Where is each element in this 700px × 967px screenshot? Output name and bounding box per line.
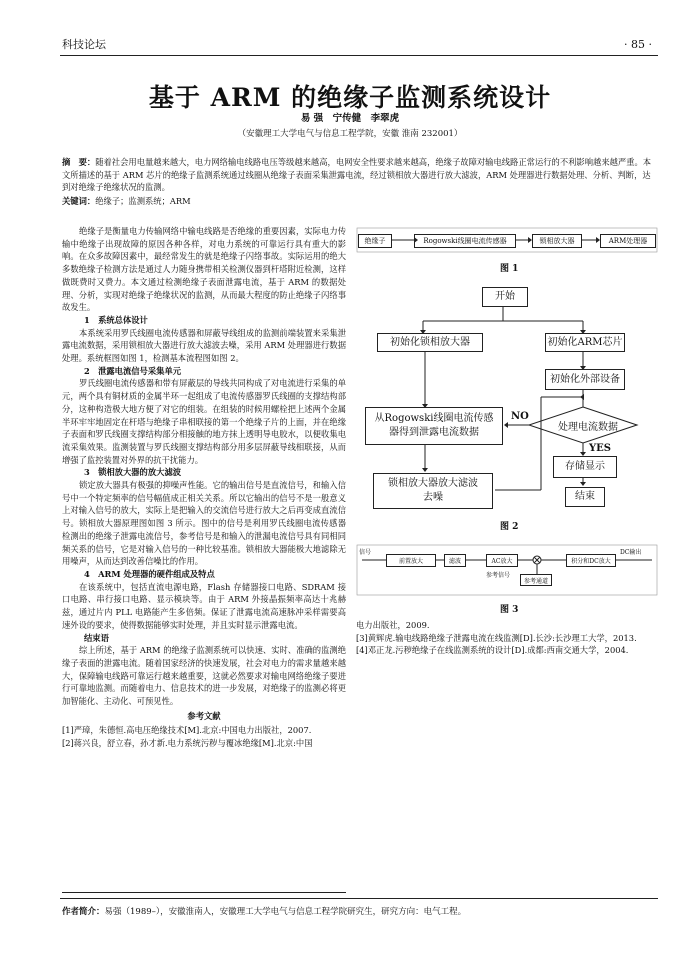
section-3-text: 锁定放大器具有极强的抑噪声性能。它的输出信号是直流信号，和输入信号中一个特定频率的信号幅值成正相关关系。所以它输出的信号不是一般意义上对输入信号的放大，实际上是把输入的交流信号进行放大之后再变成直流信号。锁相放大器原理图如图 3 所示。图中的信号是利用罗氏线圈电流传感器检测出的绝缘子泄露电流信号，参考信号是和输入的泄漏电流信号具有同相同频关系的信号，它是对输入信号的一种比较基准。锁相放大器能极大地滤除无用噪声，从而达到改善信噪比的作用。 xyxy=(62,480,346,567)
reference-1: [1]严璋，朱德恒.高电压绝缘技术[M].北京:中国电力出版社，2007. xyxy=(62,725,312,736)
fig1-rogowski-block: Rogowski线圈电流传感器 xyxy=(414,234,516,248)
section-2-heading: 2 泄露电流信号采集单元 xyxy=(84,365,182,376)
right-column-references xyxy=(356,619,658,657)
author-bio xyxy=(62,905,662,917)
fig2-store-display: 存储显示 xyxy=(553,456,617,478)
fig2-caption: 图 2 xyxy=(500,522,519,532)
page-number: · 85 · xyxy=(624,38,652,51)
section-4-text: 在该系统中，包括直流电源电路，Flash 存储器接口电路、SDRAM 接口电路、串行接口电路、显示模块等。由于 ARM 外接晶振频率高达十兆赫兹，通过片内 PLL 电路能产生多倍频。保证了泄露电流高速脉冲采样需要高速外设的要求，使得数据能够实时处理，并且实时显示泄露电流。 xyxy=(62,581,346,630)
abstract-text: 随着社会用电量越来越大，电力网络输电线路电压等级越来越高，电网安全性要求越来越高，绝缘子故障对输电线路正常运行的不利影响越来越严重。本文所描述的基于 ARM 芯片的绝缘子监测系统通过线圈从绝缘子表面采集泄露电流，经过锁相放大器进行放大滤波，ARM 处理器进行数据处理、分析、判断，达到对绝缘子绝缘状况的监测。 xyxy=(62,157,652,192)
section-4-heading: 4 ARM 处理器的硬件组成及特点 xyxy=(84,568,215,579)
author-bio-label: 作者简介： xyxy=(62,907,105,917)
fig3-signal-label: 信号 xyxy=(359,549,372,556)
conclusion-heading: 结束语 xyxy=(84,632,109,643)
keywords-text: 绝缘子；监测系统；ARM xyxy=(95,196,191,206)
abstract xyxy=(62,156,658,194)
fig2-amp-filter: 锁相放大器放大滤波去噪 xyxy=(373,473,493,509)
reference-4: [4]邓正龙.污秽绝缘子在线监测系统的设计[D].成都:西南交通大学，2004. xyxy=(356,645,629,656)
fig1-insulator-block: 绝缘子 xyxy=(358,234,392,248)
fig3-ref-channel: 参考通道 xyxy=(520,574,552,586)
fig2-end: 结束 xyxy=(565,487,605,507)
fig2-init-lockin: 初始化锁相放大器 xyxy=(377,333,483,352)
section-2-text: 罗氏线圈电流传感器和带有屏蔽层的导线共同构成了对电流进行采集的单元，两个具有铜材质的金属半环一起组成了电流传感器罗氏线圈的支撑结构部分，这种构造极大地方便了对它的组装。在组装的时候用螺栓把上述两个金属半环牢牢地固定在杆塔与绝缘子串相联接的第一个绝缘子片的上面，并在绝缘子表面和罗氏线圈支撑结构部分相接触的地方抹上透明导电胶水，以便收集电流采集效果。监测装置与罗氏线圈支撑结构部分用多层屏蔽导线相联接，从而增强了监控装置对外界的抗干扰能力。 xyxy=(62,378,346,465)
fig1-arm-block: ARM处理器 xyxy=(600,234,656,248)
left-column xyxy=(62,225,346,750)
column-footnote-rule xyxy=(62,892,346,893)
fig2-init-external: 初始化外部设备 xyxy=(545,369,625,390)
fig3-ref-signal: 参考信号 xyxy=(486,572,511,579)
fig2-yes-label: YES xyxy=(589,443,611,454)
fig1-lockin-block: 锁相放大器 xyxy=(532,234,582,248)
header-rule xyxy=(60,55,658,56)
paper-title: 基于 ARM 的绝缘子监测系统设计 xyxy=(148,83,552,112)
keywords xyxy=(62,195,658,207)
conclusion-text: 综上所述，基于 ARM 的绝缘子监测系统可以快速、实时、准确的监测绝缘子表面的泄露电流。随着国家经济的快速发展，社会对电力的需求量越来越大，保障输电线路可靠运行越来越重要，这就必然要求对输电网络绝缘子要进行可靠地监测。而随着电力、信息技术的进一步发展，对绝缘子的监测必将更加智能化、主动化、可预见性。 xyxy=(62,645,346,707)
section-1-text: 本系统采用罗氏线圈电流传感器和屏蔽导线组成的监测前端装置来采集泄露电流数据，采用锁相放大器进行放大滤波去噪，采用 ARM 处理器进行数据处理。系统框图如图 1，检测基本流程图如图 2。 xyxy=(62,327,346,364)
fig2-no-label: NO xyxy=(511,411,529,422)
fig2-process-diamond-label: 处理电流数据 xyxy=(558,422,618,433)
section-1-heading: 1 系统总体设计 xyxy=(84,314,148,325)
fig3-dc-output: DC输出 xyxy=(620,549,642,556)
reference-2-continued: 电力出版社，2009. xyxy=(356,620,430,630)
fig2-init-arm: 初始化ARM芯片 xyxy=(545,333,625,352)
fig3-integrator-dc-amp: 积分和DC放大 xyxy=(566,554,616,567)
author-bio-text: 易强（1989–），安徽淮南人，安徽理工大学电气与信息工程学院研究生，研究方向：电气工程。 xyxy=(104,907,467,917)
affiliation: （安徽理工大学电气与信息工程学院，安徽 淮南 232001） xyxy=(237,129,463,139)
fig3-caption: 图 3 xyxy=(500,605,519,615)
references-heading: 参考文献 xyxy=(187,710,221,721)
fig3-filter: 滤波 xyxy=(444,554,466,567)
abstract-label: 摘 要： xyxy=(62,157,96,167)
footer-rule xyxy=(60,898,658,899)
fig3-preamp: 前置放大 xyxy=(386,554,436,567)
fig2-acquire-current: 从Rogowski线圈电流传感器得到泄露电流数据 xyxy=(365,407,503,445)
journal-section: 科技论坛 xyxy=(62,38,106,51)
fig2-start: 开始 xyxy=(482,287,528,307)
authors: 易 强 宁传健 李翠虎 xyxy=(300,113,400,124)
keywords-label: 关键词： xyxy=(62,196,96,206)
fig3-ac-amp: AC放大 xyxy=(486,554,518,567)
fig1-caption: 图 1 xyxy=(500,264,519,274)
section-3-heading: 3 锁相放大器的放大滤波 xyxy=(84,467,182,478)
reference-2: [2]蒋兴良，舒立春，孙才新.电力系统污秽与覆冰绝缘[M].北京:中国 xyxy=(62,738,313,749)
fig1-connector-lines xyxy=(356,226,658,256)
reference-3: [3]黄辉虎.输电线路绝缘子泄露电流在线监测[D].长沙:长沙理工大学，2013. xyxy=(356,632,637,643)
intro-paragraph: 绝缘子是衡量电力传输网络中输电线路是否绝缘的重要因素，实际电力传输中绝缘子出现故障的原因各种各样，对电力系统的可靠运行具有重大的影响。在众多故障因素中，最经常发生的就是绝缘子闪络事故。实际运用的绝大多数绝缘子检测方法是通过人力随身携带相关检测仪器到杆塔附近检测，这样做既费时又费力。本文通过检测绝缘子表面泄露电流，基于 ARM 的数据处理、分析，实现对绝缘子绝缘状况的监测，从而最大程度的防止绝缘子闪络事故发生。 xyxy=(62,226,346,313)
